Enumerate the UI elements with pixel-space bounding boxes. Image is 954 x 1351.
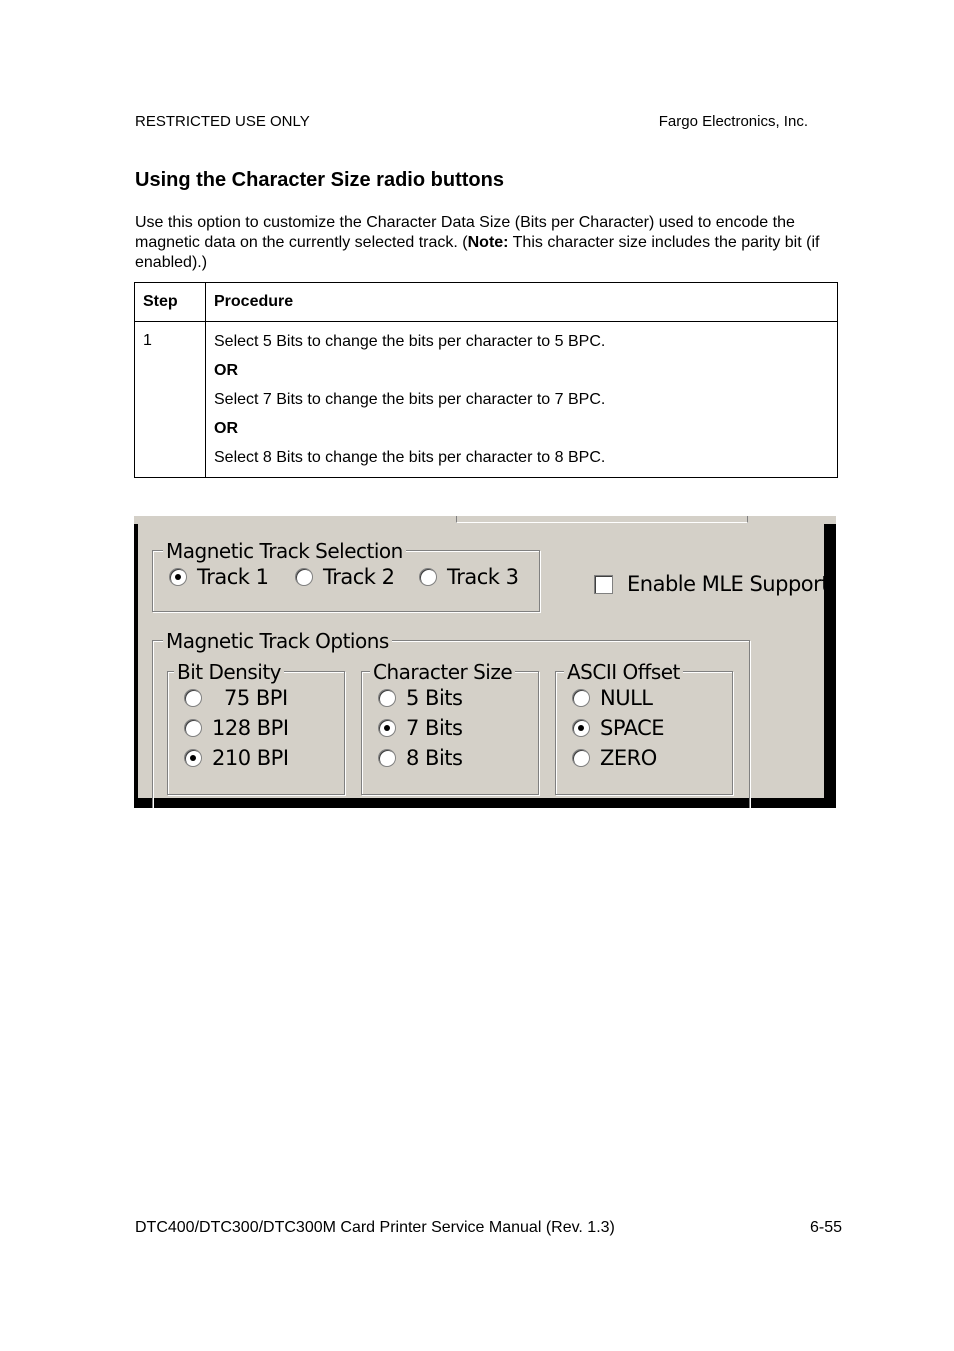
radio-8-bits[interactable] [378, 746, 462, 770]
bit-density-label: Bit Density [174, 660, 284, 684]
radio-label: 8 Bits [406, 746, 463, 770]
radio-128-bpi[interactable] [184, 716, 289, 740]
checkbox-label: Enable MLE Support [627, 572, 829, 596]
radio-track-2[interactable] [295, 565, 395, 589]
header-right: Fargo Electronics, Inc. [658, 113, 808, 130]
track-options-group [152, 629, 750, 808]
radio-button-icon[interactable] [169, 568, 187, 586]
radio-7-bits[interactable] [378, 716, 462, 740]
radio-5-bits[interactable] [378, 686, 462, 710]
track-options-label: Magnetic Track Options [163, 629, 392, 653]
footer-page-number: 6-55 [809, 1219, 842, 1236]
radio-space[interactable] [572, 716, 664, 740]
radio-button-icon[interactable] [184, 749, 202, 767]
radio-label: Track 2 [323, 565, 395, 589]
section-title: Using the Character Size radio buttons [135, 169, 504, 191]
radio-button-icon[interactable] [378, 689, 396, 707]
intro-text-b: This character size includes the parity bit (if enabled).) [135, 234, 820, 271]
dialog-body [138, 524, 829, 798]
character-size-group [361, 660, 539, 795]
radio-button-icon[interactable] [184, 689, 202, 707]
radio-label: ZERO [600, 746, 657, 770]
step-number: 1 [135, 322, 206, 478]
dialog-top-edge [134, 516, 836, 524]
radio-track-3[interactable] [419, 565, 519, 589]
radio-label: 75 BPI [224, 686, 288, 710]
checkbox-icon[interactable] [594, 575, 613, 594]
procedure-cell [206, 322, 838, 478]
radio-label: SPACE [600, 716, 665, 740]
radio-label: 7 Bits [406, 716, 463, 740]
mle-support-checkbox[interactable] [594, 572, 829, 596]
radio-label: Track 1 [197, 565, 269, 589]
ascii-offset-group [555, 660, 733, 795]
procedure-line: Select 5 Bits to change the bits per character to 5 BPC. [214, 333, 606, 350]
radio-zero[interactable] [572, 746, 657, 770]
procedure-or: OR [214, 420, 238, 437]
procedure-line: Select 7 Bits to change the bits per character to 7 BPC. [214, 391, 606, 408]
col-procedure: Procedure [206, 283, 838, 322]
radio-button-icon[interactable] [378, 719, 396, 737]
radio-button-icon[interactable] [184, 719, 202, 737]
procedure-line: Select 8 Bits to change the bits per character to 8 BPC. [214, 449, 606, 466]
procedure-table [134, 282, 838, 478]
radio-button-icon[interactable] [419, 568, 437, 586]
radio-null[interactable] [572, 686, 652, 710]
radio-button-icon[interactable] [572, 749, 590, 767]
character-size-label: Character Size [370, 660, 515, 684]
track-selection-label: Magnetic Track Selection [163, 539, 406, 563]
radio-button-icon[interactable] [378, 749, 396, 767]
radio-label: Track 3 [447, 565, 519, 589]
dialog-screenshot [134, 516, 836, 808]
col-step: Step [135, 283, 206, 322]
intro-text-a: Use this option to customize the Character Data Size (Bits per Character) used to encode the magnetic data on the currently selected track. ( [135, 214, 795, 251]
table-header-row [135, 283, 838, 322]
intro-paragraph [135, 213, 825, 273]
radio-track-1[interactable] [169, 565, 269, 589]
table-row [135, 322, 838, 478]
procedure-or: OR [214, 362, 238, 379]
ascii-offset-label: ASCII Offset [564, 660, 683, 684]
radio-button-icon[interactable] [295, 568, 313, 586]
radio-label: NULL [600, 686, 653, 710]
track-selection-group [152, 539, 540, 612]
bit-density-group [167, 660, 345, 795]
radio-button-icon[interactable] [572, 719, 590, 737]
radio-label: 210 BPI [212, 746, 289, 770]
radio-210-bpi[interactable] [184, 746, 289, 770]
header-left: RESTRICTED USE ONLY [135, 113, 310, 130]
radio-75-bpi[interactable] [184, 686, 288, 710]
radio-button-icon[interactable] [572, 689, 590, 707]
note-label: Note: [467, 234, 509, 251]
footer-left: DTC400/DTC300/DTC300M Card Printer Service Manual (Rev. 1.3) [135, 1219, 615, 1236]
radio-label: 5 Bits [406, 686, 463, 710]
radio-label: 128 BPI [212, 716, 289, 740]
